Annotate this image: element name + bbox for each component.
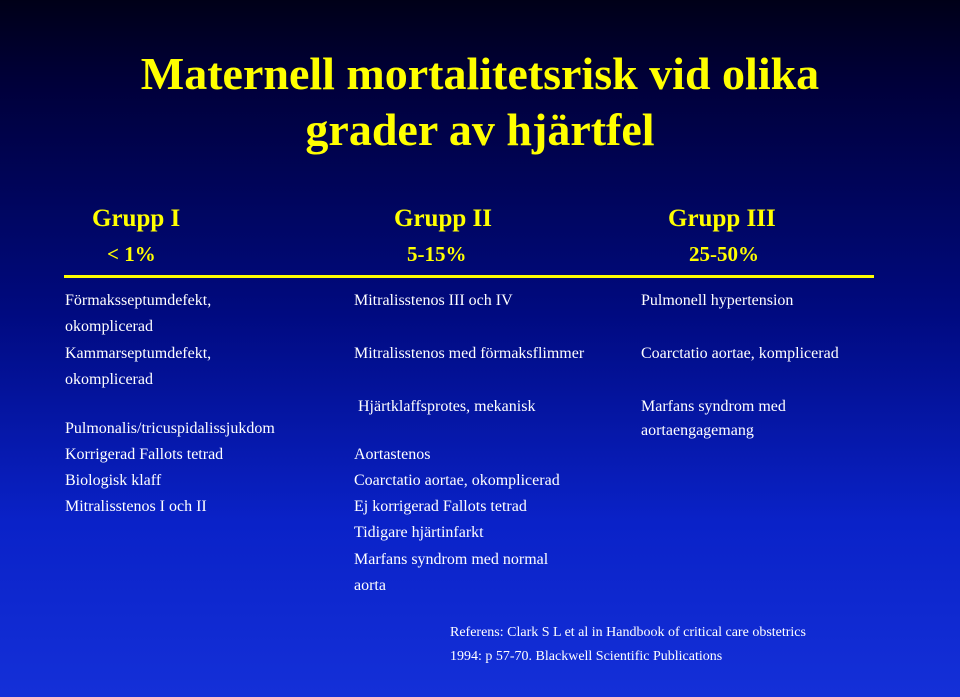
slide-title — [0, 46, 960, 158]
list-item: Förmaksseptumdefekt, — [65, 292, 212, 309]
list-item: Mitralisstenos med förmaksflimmer — [354, 345, 585, 362]
list-item: Aortastenos — [354, 446, 431, 463]
list-item: Tidigare hjärtinfarkt — [354, 524, 484, 541]
reference-line-1: Referens: Clark S L et al in Handbook of critical care obstetrics — [450, 625, 806, 640]
list-item: okomplicerad — [65, 371, 153, 388]
list-item: aorta — [354, 577, 386, 594]
group-1-header: Grupp I — [92, 205, 181, 232]
group-1-risk: < 1% — [107, 242, 156, 266]
list-item: Marfans syndrom med normal — [354, 551, 549, 568]
list-item: Coarctatio aortae, okomplicerad — [354, 472, 560, 489]
list-item: Biologisk klaff — [65, 472, 162, 489]
list-item: Korrigerad Fallots tetrad — [65, 446, 224, 463]
list-item: Hjärtklaffsprotes, mekanisk — [358, 398, 536, 415]
group-2-header: Grupp II — [394, 205, 492, 232]
title-line-2: grader av hjärtfel — [305, 104, 655, 155]
header-divider — [64, 275, 874, 278]
list-item: aortaengagemang — [641, 422, 754, 439]
group-2-risk: 5-15% — [407, 242, 467, 266]
list-item: Kammarseptumdefekt, — [65, 345, 212, 362]
list-item: Mitralisstenos I och II — [65, 498, 207, 515]
list-item: Marfans syndrom med — [641, 398, 786, 415]
reference-line-2: 1994: p 57-70. Blackwell Scientific Publications — [450, 649, 723, 664]
list-item: Mitralisstenos III och IV — [354, 292, 513, 309]
list-item: okomplicerad — [65, 318, 153, 335]
list-item: Pulmonell hypertension — [641, 292, 794, 309]
title-line-1: Maternell mortalitetsrisk vid olika — [140, 48, 820, 99]
list-item: Coarctatio aortae, komplicerad — [641, 345, 839, 362]
list-item: Ej korrigerad Fallots tetrad — [354, 498, 527, 515]
group-3-header: Grupp III — [668, 205, 776, 232]
group-3-risk: 25-50% — [689, 242, 759, 266]
list-item: Pulmonalis/tricuspidalissjukdom — [65, 420, 275, 437]
